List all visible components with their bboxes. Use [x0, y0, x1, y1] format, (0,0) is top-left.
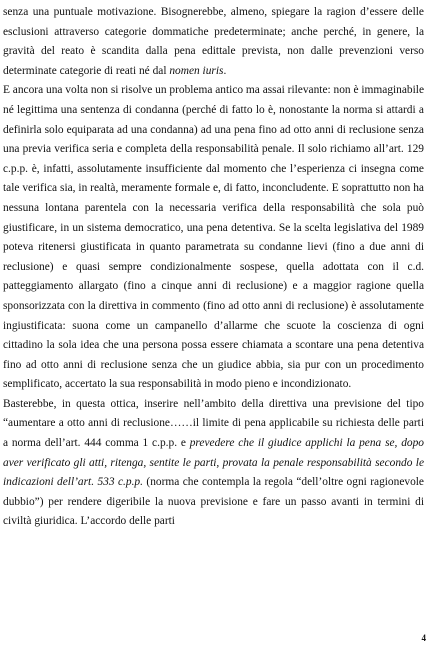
text-segment: .	[223, 64, 227, 77]
paragraph	[3, 3, 424, 81]
text-segment: (norma che contempla la regola “dell’oltre ogni ragionevole dubbio”) per rendere digeribile la nuova previsione e fare un passo avanti in termini di civiltà giuridica. L’accordo delle parti	[3, 476, 424, 528]
italic-text: prevedere che il giudice applichi la pena se, dopo aver verificato gli atti, ritenga, sentite le parti, provata la penale responsabilità secondo le indicazioni dell’art. 533 c.p.p.	[3, 437, 424, 489]
paragraph	[3, 395, 424, 532]
text-segment: E ancora una volta non si risolve un problema antico ma assai rilevante: non è immaginabile né legittima una sentenza di condanna (perché di fatto lo è, nonostante la norma si attardi a definirla solo equiparata ad una condanna) ad una pena fino ad otto anni di reclusione senza una previa verifica seria e completa della responsabilità penale. Il solo richiamo all’art. 129 c.p.p. è, infatti, assolutamente insufficiente dal momento che l’esperienza ci insegna come tale verifica sia, in realtà, meramente formale e, di fatto, inconcludente. E soprattutto non ha nessuna lontana parentela con la necessaria verifica della responsabilità che sola può giustificare, in un sistema democratico, una pena detentiva. Se la scelta legislativa del 1989 poteva ritenersi giustificata in quanto parametrata su condanne lievi (fino a due anni di reclusione) e quasi sempre condizionalmente sospese, quella adottata con il c.d. patteggiamento allargato (fino a cinque anni di reclusione) e a maggior ragione quella sponsorizzata con la direttiva in commento (fino ad otto anni di reclusione) è assolutamente ingiustificata: suona come un campanello d’allarme che scuote la coscienza di ogni cittadino la sola idea che una persona possa essere chiamata a scontare una pena detentiva fino ad otto anni di reclusione senza che un giudice abbia, sia pur con un procedimento semplificato, accertato la sua responsabilità in modo pieno e incondizionato.	[3, 84, 425, 391]
page-number: 4	[421, 633, 426, 643]
paragraph	[3, 81, 424, 395]
text-segment: senza una puntuale motivazione. Bisognerebbe, almeno, spiegare la ragion d’essere delle esclusioni attraverso categorie dommatiche predeterminate; anche perché, in genere, la gravità del reato è scandita dalla pena edittale prevista, non dalle prevenzioni verso determinate categorie di reati né dal	[3, 6, 424, 77]
text-segment: Basterebbe, in questa ottica, inserire nell’ambito della direttiva una previsione del tipo “aumentare a otto anni di reclusione……il limite di pena applicabile su richiesta delle parti a norma dell’art. 444 comma 1 c.p.p. e	[3, 397, 424, 450]
body-text	[3, 3, 424, 532]
italic-text: nomen iuris	[169, 64, 224, 77]
